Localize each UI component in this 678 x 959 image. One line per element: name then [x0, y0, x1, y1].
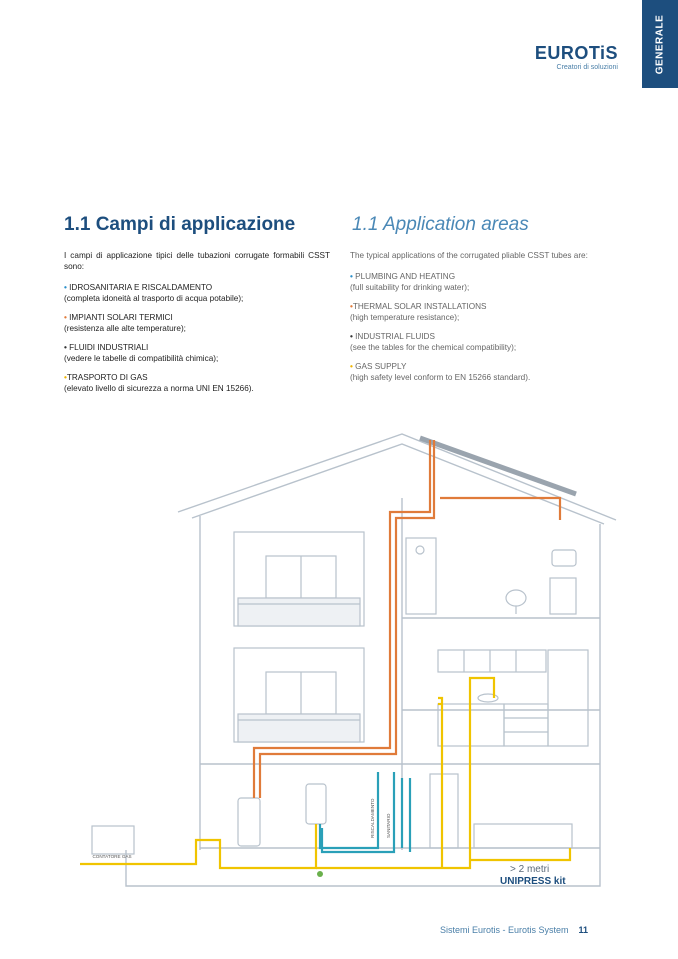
heading-english: 1.1 Application areas: [352, 214, 529, 235]
bullet-orange: •: [64, 313, 67, 322]
logo-tagline: Creatori di soluzioni: [556, 64, 618, 71]
house-illustration: [60, 428, 620, 894]
bullet-yellow: •: [350, 362, 353, 371]
bullet-orange: •: [350, 302, 353, 311]
bullet-dark: •: [64, 343, 67, 352]
sanitario-label: SANITARIO: [386, 813, 391, 838]
list-item: • IDROSANITARIA E RISCALDAMENTO (completa idoneità al trasporto di acqua potabile);: [64, 283, 244, 303]
distance-label: > 2 metri: [510, 864, 550, 875]
riscaldamento-label: RISCALDAMENTO: [370, 798, 375, 838]
list-item: • PLUMBING AND HEATING (full suitability for drinking water);: [350, 272, 470, 292]
logo-wordmark: EUROTiS: [534, 43, 618, 63]
product-label: UNIPRESS kit: [500, 876, 566, 887]
list-item: • IMPIANTI SOLARI TERMICI (resistenza alle alte temperature);: [64, 313, 186, 333]
window-upper: [234, 532, 364, 626]
list-item: • FLUIDI INDUSTRIALI (vedere le tabelle di compatibilità chimica);: [64, 343, 219, 363]
list-item: • INDUSTRIAL FLUIDS (see the tables for the chemical compatibility);: [350, 332, 517, 352]
gas-meter-label: CONTATORE GAS: [92, 854, 132, 859]
solar-panel: [420, 438, 576, 494]
bathroom: [406, 538, 576, 614]
column-english: [350, 250, 614, 391]
section-tab-label: GENERALE: [654, 14, 666, 74]
intro-english: The typical applications of the corrugated pliable CSST tubes are:: [350, 251, 588, 260]
window-middle: [234, 648, 364, 742]
page-number: 11: [578, 925, 589, 935]
intro-italian: I campi di applicazione tipici delle tubazioni corrugate formabili CSST sono:: [64, 251, 330, 271]
list-item: •THERMAL SOLAR INSTALLATIONS (high temperature resistance);: [350, 302, 487, 322]
footer-text: Sistemi Eurotis - Eurotis System: [440, 925, 569, 935]
bullet-blue: •: [64, 283, 67, 292]
brand-logo: [528, 44, 618, 76]
column-italian: [64, 250, 330, 402]
pipes: [80, 440, 570, 877]
bullet-yellow: •: [64, 373, 67, 382]
list-item: •TRASPORTO DI GAS (elevato livello di sicurezza a norma UNI EN 15266).: [64, 373, 254, 393]
heading-italian: 1.1 Campi di applicazione: [64, 214, 296, 235]
page-footer: [440, 925, 588, 935]
list-item: • GAS SUPPLY (high safety level conform to EN 15266 standard).: [350, 362, 531, 382]
kitchen: [438, 650, 588, 746]
bullet-blue: •: [350, 272, 353, 281]
bullet-dark: •: [350, 332, 353, 341]
ground-floor: [92, 774, 572, 854]
section-tab: [642, 0, 678, 88]
